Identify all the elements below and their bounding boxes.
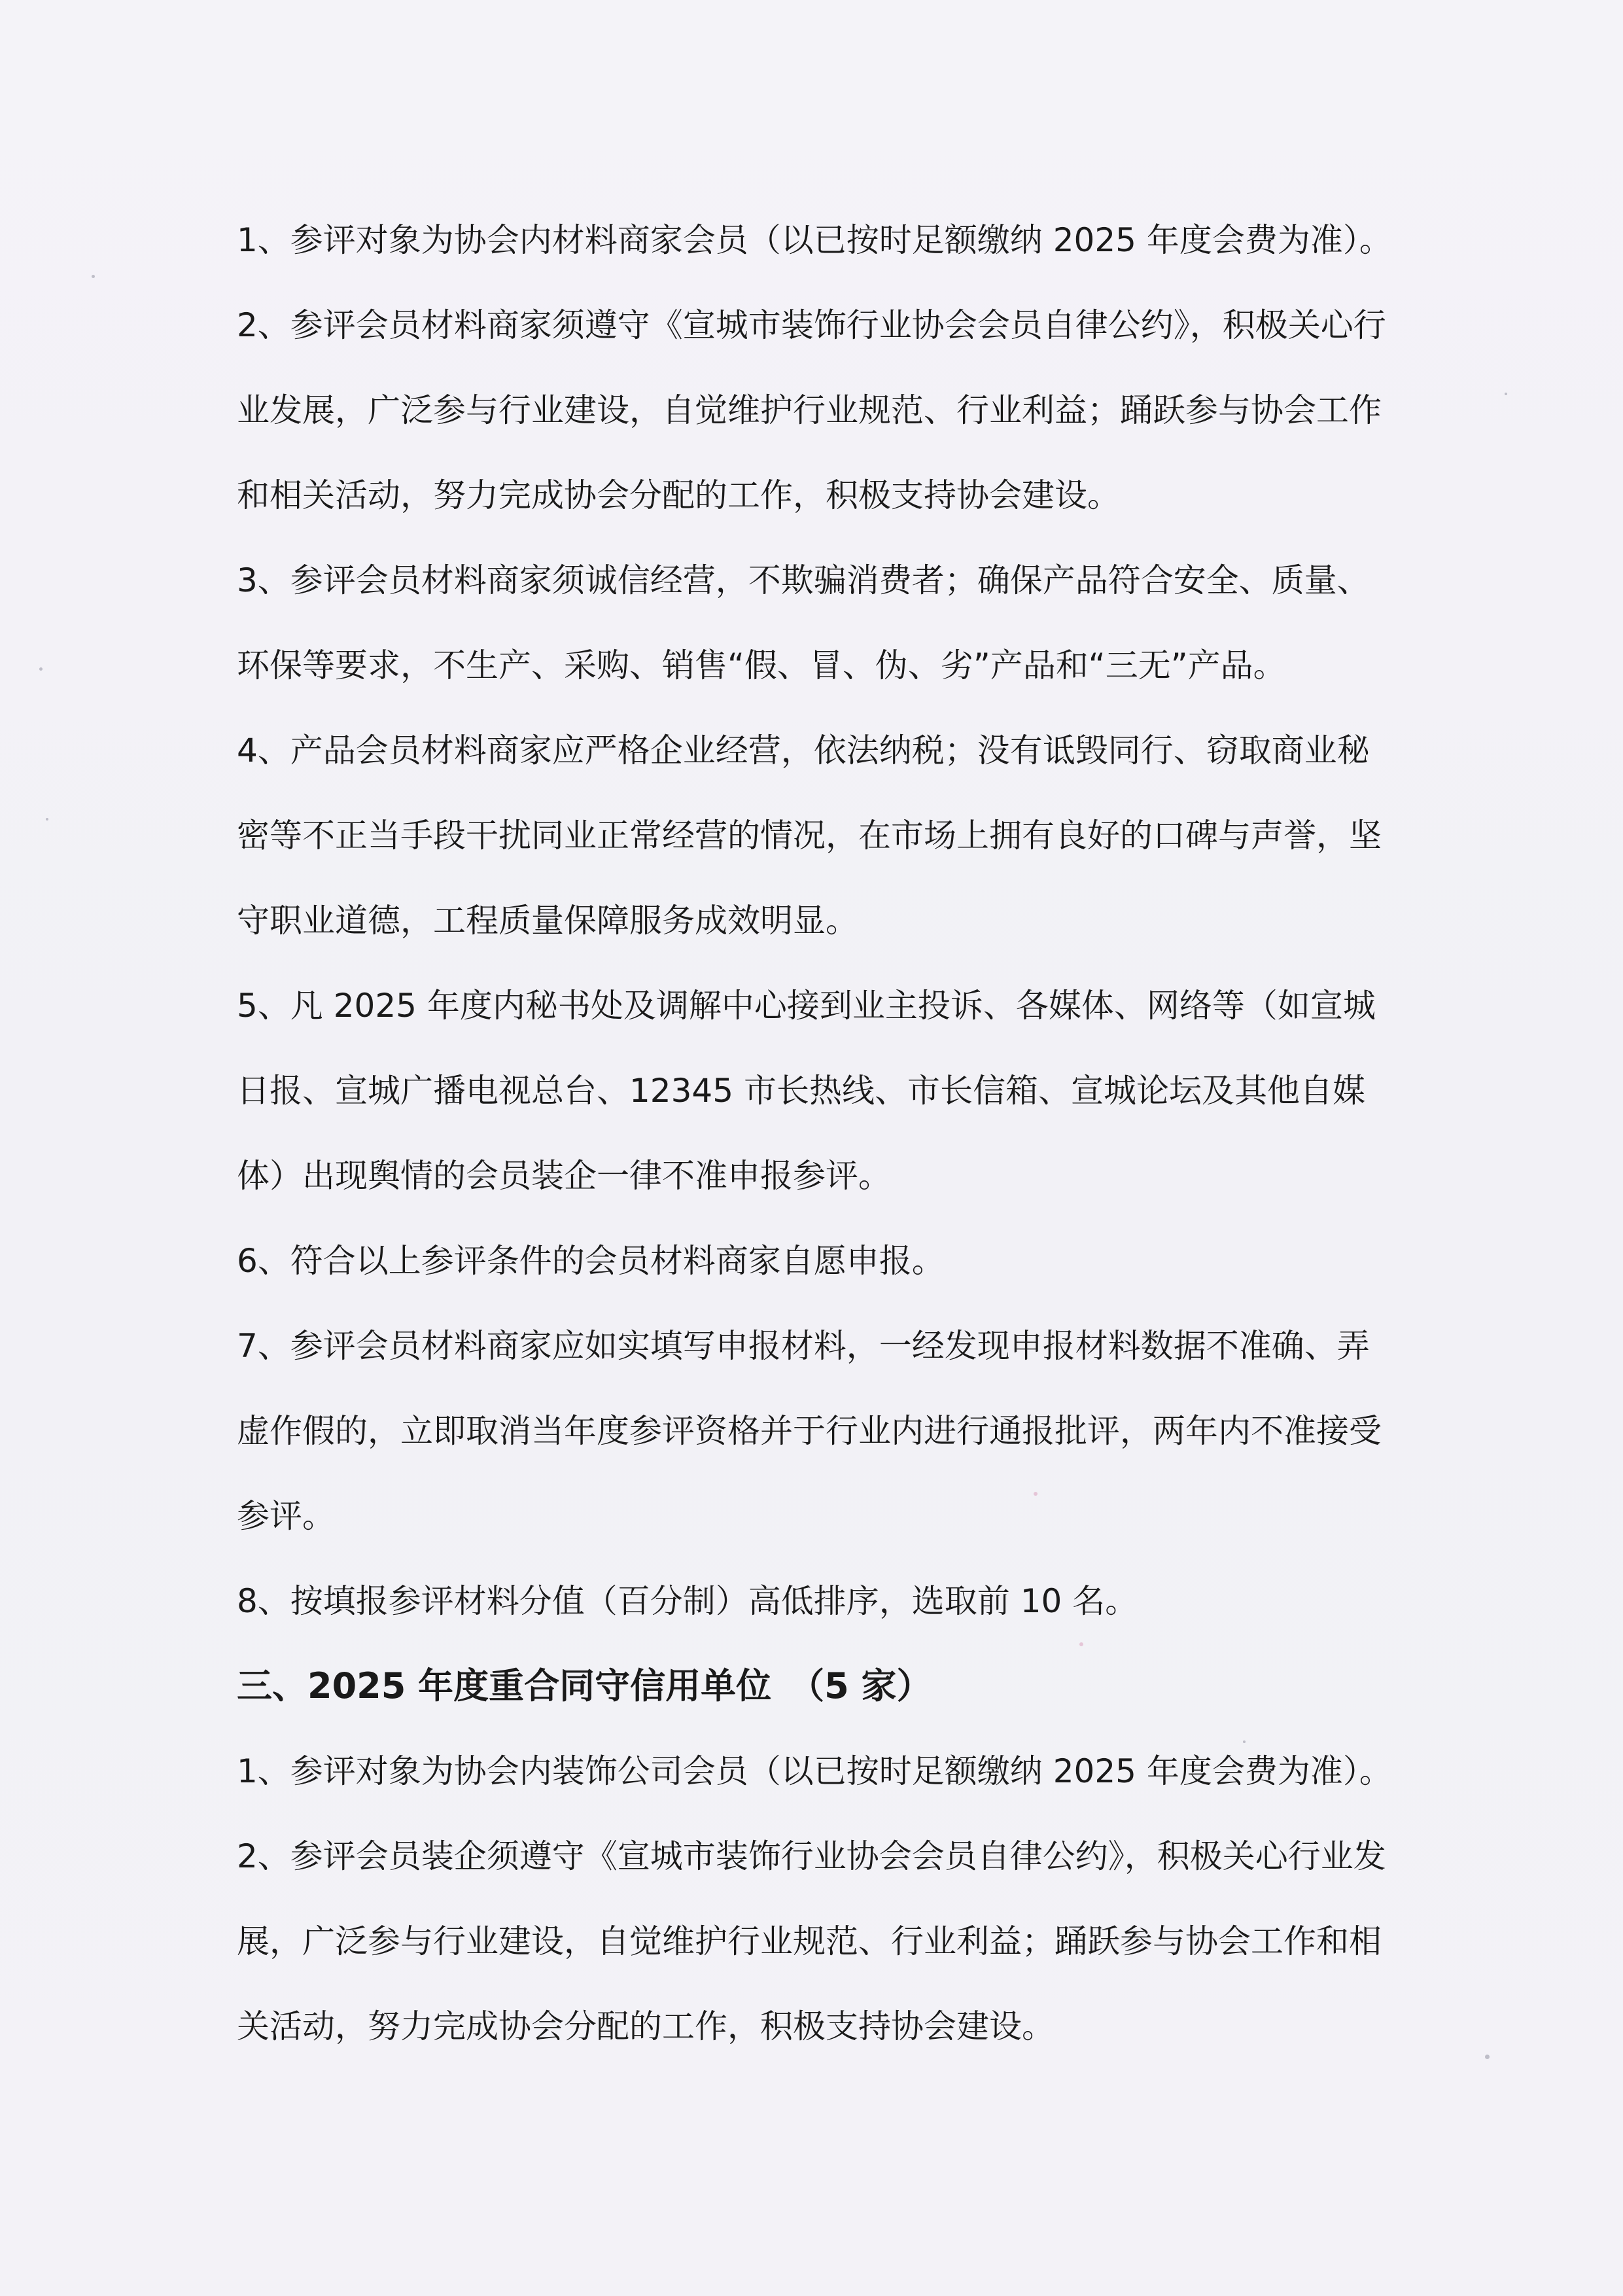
text-line: 虚作假的，立即取消当年度参评资格并于行业内进行通报批评，两年内不准接受: [237, 1412, 1382, 1450]
text-line: 展，广泛参与行业建设，自觉维护行业规范、行业利益；踊跃参与协会工作和相: [237, 1922, 1382, 1960]
text-line: 日报、宣城广播电视总台、12345 市长热线、市长信箱、宣城论坛及其他自媒: [237, 1072, 1365, 1110]
text-line: 1、参评对象为协会内材料商家会员（以已按时足额缴纳 2025 年度会费为准）。: [237, 221, 1392, 259]
text-line: 5、凡 2025 年度内秘书处及调解中心接到业主投诉、各媒体、网络等（如宣城: [237, 987, 1376, 1025]
text-line: 3、参评会员材料商家须诚信经营，不欺骗消费者；确保产品符合安全、质量、: [237, 561, 1370, 599]
text-line: 4、产品会员材料商家应严格企业经营，依法纳税；没有诋毁同行、窃取商业秘: [237, 732, 1370, 769]
scan-speck: [1505, 393, 1507, 395]
text-line: 关活动，努力完成协会分配的工作，积极支持协会建设。: [237, 2007, 1055, 2045]
scan-speck: [1485, 2055, 1490, 2059]
scan-speck: [1079, 1642, 1083, 1646]
text-line: 和相关活动，努力完成协会分配的工作，积极支持协会建设。: [237, 476, 1120, 514]
text-line: 守职业道德，工程质量保障服务成效明显。: [237, 902, 858, 940]
text-line: 7、参评会员材料商家应如实填写申报材料，一经发现申报材料数据不准确、弄: [237, 1327, 1370, 1365]
text-line: 2、参评会员装企须遵守《宣城市装饰行业协会会员自律公约》，积极关心行业发: [237, 1837, 1386, 1875]
text-line: 6、符合以上参评条件的会员材料商家自愿申报。: [237, 1242, 945, 1280]
section-heading: 三、2025 年度重合同守信用单位 （5 家）: [237, 1665, 932, 1706]
scan-speck: [1243, 1740, 1246, 1743]
text-line: 参评。: [237, 1497, 335, 1535]
text-line: 业发展，广泛参与行业建设，自觉维护行业规范、行业利益；踊跃参与协会工作: [237, 391, 1382, 429]
document-body: [237, 198, 1392, 2069]
text-line: 密等不正当手段干扰同业正常经营的情况，在市场上拥有良好的口碑与声誉，坚: [237, 817, 1382, 855]
scan-speck: [1034, 1492, 1038, 1496]
scan-speck: [46, 818, 48, 821]
scan-speck: [39, 667, 43, 671]
text-line: 环保等要求，不生产、采购、销售“假、冒、伪、劣”产品和“三无”产品。: [237, 646, 1286, 684]
text-line: 8、按填报参评材料分值（百分制）高低排序，选取前 10 名。: [237, 1582, 1138, 1620]
text-line: 体）出现舆情的会员装企一律不准申报参评。: [237, 1157, 891, 1195]
text-line: 1、参评对象为协会内装饰公司会员（以已按时足额缴纳 2025 年度会费为准）。: [237, 1752, 1392, 1790]
scan-speck: [92, 275, 95, 278]
text-line: 2、参评会员材料商家须遵守《宣城市装饰行业协会会员自律公约》，积极关心行: [237, 306, 1386, 344]
